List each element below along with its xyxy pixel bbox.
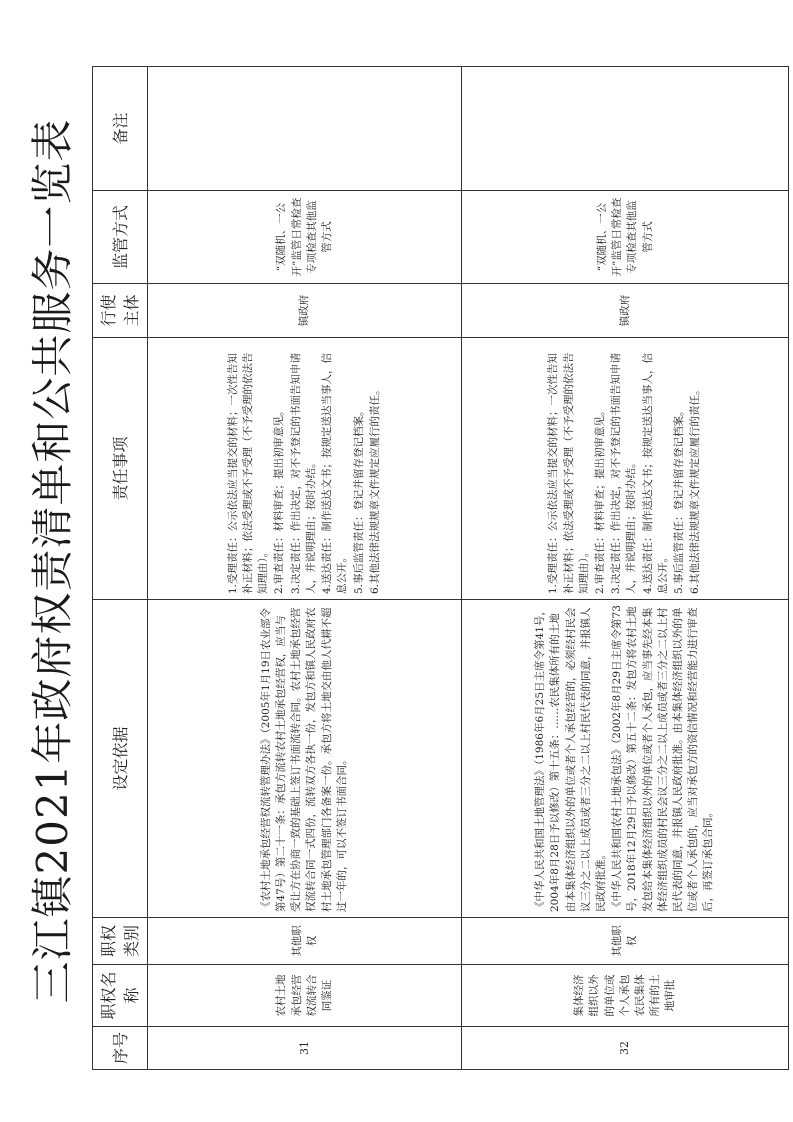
page-title: 三江镇2021年政府权责清单和公共服务一览表 [28,118,77,1004]
duty-item: 3.决定责任：作出决定，对不予登记的书面告知申请人，并说明理由；按时办结。 [610,352,638,594]
header-basis: 设定依据 [93,600,148,918]
header-name: 职权名称 [93,965,148,1027]
header-duty: 责任事项 [93,338,148,600]
table-header-row [93,67,148,1070]
row-supervise: “双随机、一公开”监管日常检查专项检查其他监管方式 [148,191,462,284]
row-duty [462,338,789,600]
duty-item: 2.审查责任：材料审查；提出初审意见。 [593,405,606,594]
duty-item: 1.受理责任：公示依法应当提交的材料；一次性告知补正材料；依法受理或不予受理（不予受理的依法告知理由）。 [547,352,590,594]
row-basis [148,600,462,918]
basis-paragraph: 《中华人民共和国土地管理法》（1986年6月25日主席令第41号，2004年8月28日予以修改）第十五条：……农民集体所有的土地由本集体经济组织以外的单位或者个人承包经营的，必须经村民会议三分之二以上成员或者三分之二以上村民代表的同意，并报镇人民政府批准。 [534,605,607,912]
row-seq: 32 [462,1027,789,1070]
header-subject: 行使主体 [93,284,148,338]
row-basis [462,600,789,918]
header-category: 职权类别 [93,918,148,965]
row-category: 其他职权 [462,918,789,965]
row-seq: 31 [148,1027,462,1070]
header-note: 备注 [93,67,148,191]
table-row [148,67,462,1070]
duty-item: 4.送达责任：制作送达文书；按规定送达当事人，信息公开。 [321,352,349,594]
row-supervise: “双随机、一公开”监管日常检查专项检查其他监管方式 [462,191,789,284]
table-row [462,67,789,1070]
duty-item: 3.决定责任：作出决定，对不予登记的书面告知申请人，并说明理由；按时办结。 [289,352,317,594]
duty-item: 6.其他法律法规规章文件规定应履行的责任。 [689,384,702,594]
duty-item: 2.审查责任：材料审查；提出初审意见。 [273,405,286,594]
header-supervise: 监管方式 [93,191,148,284]
duty-item: 6.其他法律法规规章文件规定应履行的责任。 [368,384,381,594]
row-duty [148,338,462,600]
row-name: 农村土地承包经营权流转合同鉴证 [148,965,462,1027]
basis-paragraph: 《农村土地承包经营权流转管理办法》（2005年1月19日农业部令第47号）第二十一条：承包方流转农村土地承包经营权，应当与受让方在协商一致的基础上签订书面流转合同。农村土地承包经营权流转合同一式四份，流转双方各执一份，发包方和镇人民政府农村土地承包管理部门各备案一份。承包方将土地交由他人代耕不超过一年的，可以不签订书面合同。 [259,607,348,912]
row-note [148,67,462,191]
row-subject: 镇政府 [462,284,789,338]
duty-item: 5.事后监管责任：登记并留存登记档案。 [673,405,686,594]
duty-item: 1.受理责任：公示依法应当提交的材料；一次性告知补正材料；依法受理或不予受理（不予受理的依法告知理由）。 [226,352,270,594]
duty-item: 5.事后监管责任：登记并留存登记档案。 [352,405,365,594]
row-note [462,67,789,191]
header-seq: 序号 [93,1027,148,1070]
responsibility-table [92,66,789,1070]
row-category: 其他职权 [148,918,462,965]
row-name: 集体经济组织以外的单位或个人承包农民集体所有的土地审批 [462,965,789,1027]
basis-paragraph: 《中华人民共和国农村土地承包法》（2002年8月29日主席令第73号，2018年12月29日予以修改）第五十二条：发包方将农村土地发包给本集体经济组织以外的单位或者个人承包，应当事先经本集体经济组织成员的村民会议三分之二以上成员或者三分之二以上村民代表的同意，并报镇人民政府批准。由本集体经济组织以外的单位或者个人承包的，应当对承包方的资信情况和经营能力进行审查后，再签订承包合同。 [611,605,715,912]
row-subject: 镇政府 [148,284,462,338]
duty-item: 4.送达责任：制作送达文书；按规定送达当事人，信息公开。 [641,352,669,594]
